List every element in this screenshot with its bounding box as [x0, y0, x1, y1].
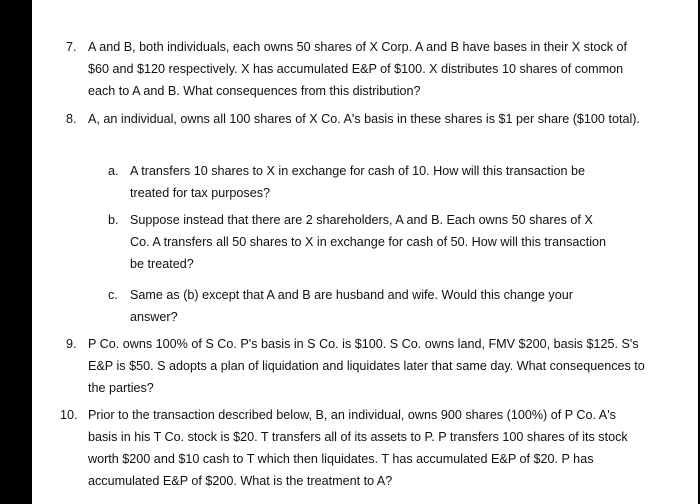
question-text: A, an individual, owns all 100 shares of X Co. A's basis in these shares is $1 per share ($100 total). — [88, 112, 640, 126]
question-number: 7. — [66, 40, 77, 54]
question-text: Prior to the transaction described below, B, an individual, owns 900 shares (100%) of P Co. A's basis in his T Co. stock is $20. T transfers all of its assets to P. P transfers 100 shares of its stock worth $200 and $10 cash to T which then liquidates. T has accumulated E&P of $20. P has accumulated E&P of $200. What is the treatment to A? — [88, 408, 628, 488]
sub-question-text: Same as (b) except that A and B are husband and wife. Would this change your answer? — [130, 288, 573, 324]
sub-question-text: A transfers 10 shares to X in exchange for cash of 10. How will this transaction be treated for tax purposes? — [130, 164, 586, 200]
sub-question-letter: b. — [108, 213, 119, 227]
sub-question-letter: c. — [108, 288, 118, 302]
question-number: 8. — [66, 112, 77, 126]
question-text: P Co. owns 100% of S Co. P's basis in S Co. is $100. S Co. owns land, FMV $200, basis $125. S's E&P is $50. S adopts a plan of liquidation and liquidates later that same day. What consequences to the parties? — [88, 337, 645, 395]
document-page — [32, 0, 698, 504]
question-number: 9. — [66, 337, 77, 351]
sub-question-letter: a. — [108, 164, 119, 178]
sub-question-text: Suppose instead that there are 2 shareholders, A and B. Each owns 50 shares of X Co. A transfers all 50 shares to X in exchange for cash of 50. How will this transaction be treated? — [130, 213, 607, 271]
question-text: A and B, both individuals, each owns 50 shares of X Corp. A and B have bases in their X stock of $60 and $120 respectively. X has accumulated E&P of $100. X distributes 10 shares of common each to A and B. What consequences from this distribution? — [88, 40, 628, 98]
question-number: 10. — [60, 408, 78, 422]
